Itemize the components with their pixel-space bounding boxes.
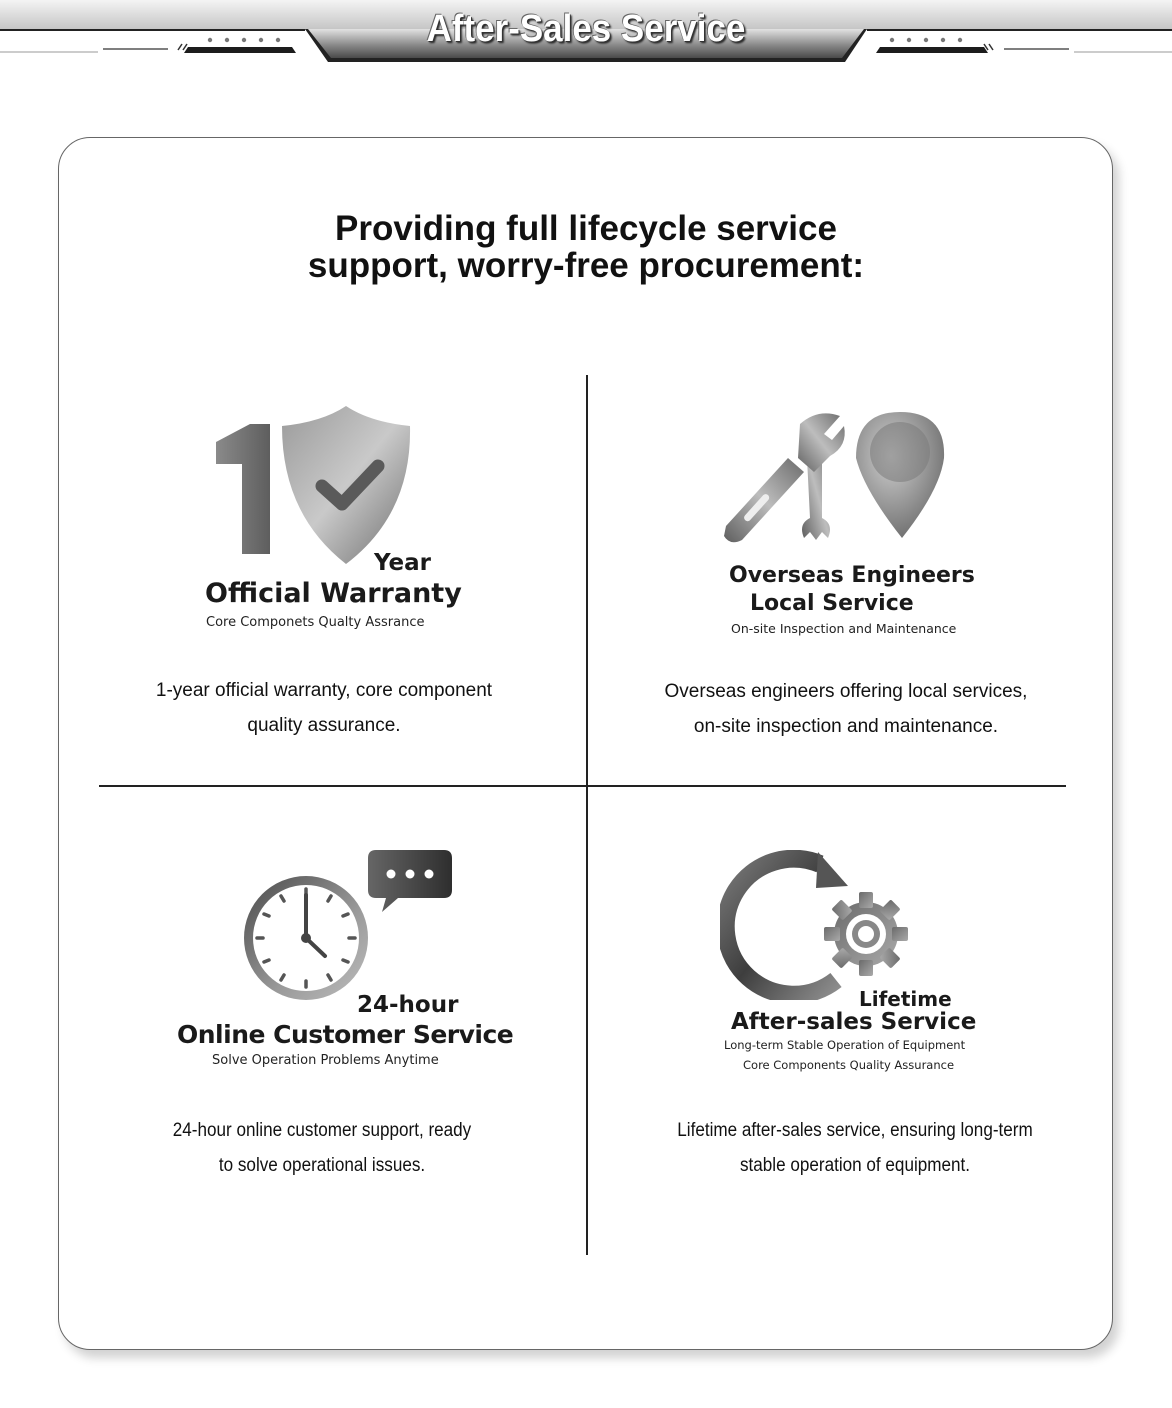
online-kicker: 24-hour bbox=[357, 992, 459, 1018]
warranty-description bbox=[104, 673, 544, 743]
shield-check-icon bbox=[212, 404, 417, 569]
horizontal-divider bbox=[99, 785, 1066, 787]
lifetime-subtitle-line-2: Core Components Quality Assurance bbox=[743, 1058, 955, 1072]
lifetime-subtitle-line-1: Long-term Stable Operation of Equipment bbox=[724, 1038, 966, 1052]
header-banner bbox=[0, 0, 1172, 70]
overseas-title-line-2: Local Service bbox=[750, 591, 914, 616]
warranty-desc-line-1: 1-year official warranty, core component bbox=[155, 680, 493, 701]
overseas-title-line-1: Overseas Engineers bbox=[729, 563, 975, 588]
online-desc-line-1: 24-hour online customer support, ready bbox=[172, 1120, 472, 1141]
warranty-desc-line-2: quality assurance. bbox=[247, 715, 401, 736]
online-title: Online Customer Service bbox=[177, 1020, 514, 1049]
lifetime-desc-line-2: stable operation of equipment. bbox=[739, 1155, 971, 1176]
overseas-desc-line-1: Overseas engineers offering local services, bbox=[664, 681, 1028, 702]
clock-chat-icon bbox=[236, 848, 456, 1013]
cycle-gear-icon bbox=[720, 850, 915, 1005]
warranty-title: Official Warranty bbox=[205, 578, 462, 609]
online-description bbox=[120, 1113, 525, 1183]
wrench-location-icon bbox=[718, 408, 948, 548]
headline-line-2: support, worry-free procurement: bbox=[307, 246, 865, 285]
lifetime-description bbox=[630, 1113, 1080, 1183]
warranty-subtitle: Core Componets Qualty Assrance bbox=[206, 615, 425, 630]
vertical-divider bbox=[586, 375, 588, 1255]
lifetime-desc-line-1: Lifetime after-sales service, ensuring long-term bbox=[677, 1120, 1033, 1141]
overseas-desc-line-2: on-site inspection and maintenance. bbox=[693, 716, 999, 737]
warranty-kicker: Year bbox=[374, 550, 432, 576]
banner-title: After-Sales Service bbox=[426, 8, 746, 50]
online-desc-line-2: to solve operational issues. bbox=[218, 1155, 426, 1176]
page-headline bbox=[0, 210, 1172, 284]
lifetime-title: After-sales Service bbox=[731, 1009, 977, 1035]
headline-line-1: Providing full lifecycle service bbox=[335, 209, 837, 248]
online-subtitle: Solve Operation Problems Anytime bbox=[212, 1053, 439, 1068]
overseas-subtitle: On-site Inspection and Maintenance bbox=[731, 621, 957, 636]
lifetime-kicker: Lifetime bbox=[859, 987, 952, 1011]
overseas-description bbox=[616, 674, 1076, 744]
